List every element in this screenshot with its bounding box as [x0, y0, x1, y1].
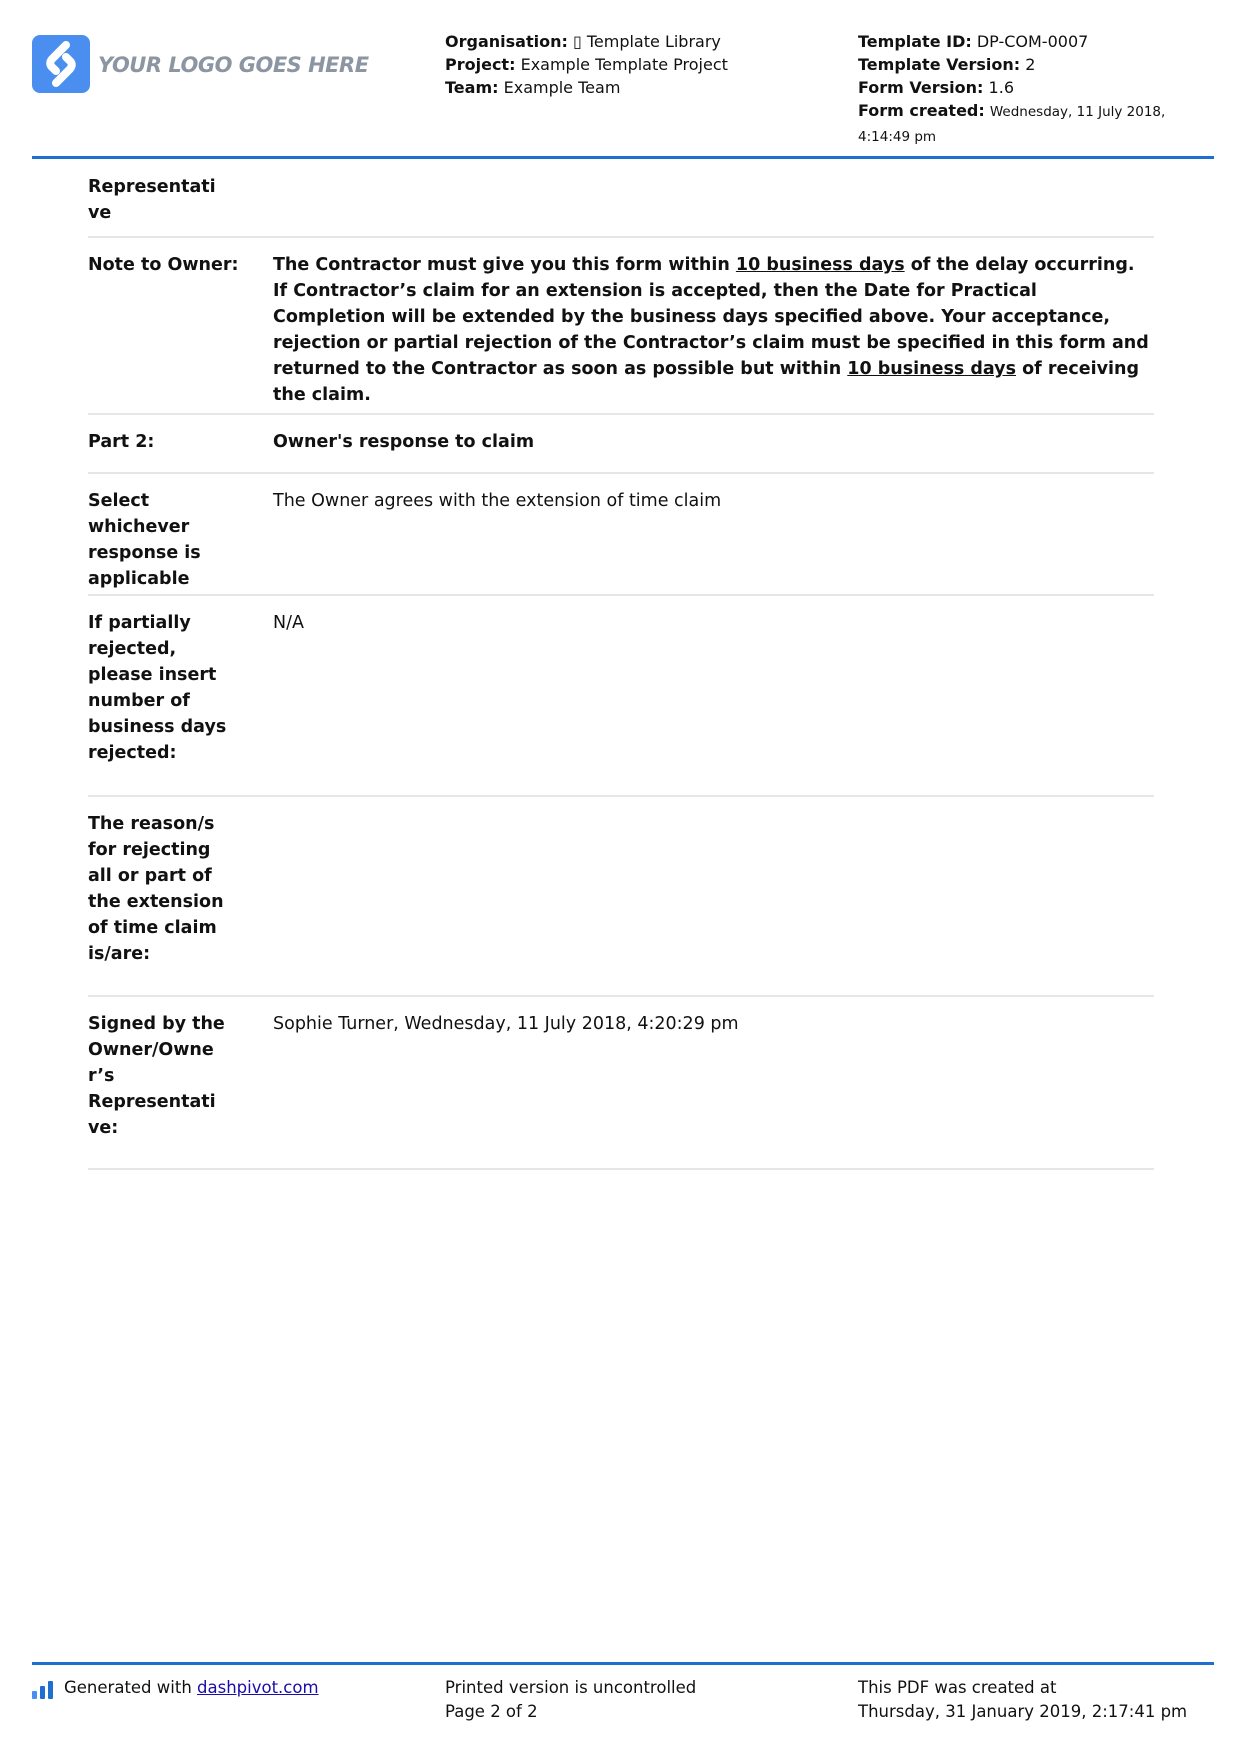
pdf-created-label: This PDF was created at: [858, 1678, 1057, 1697]
form-created-time: 4:14:49 pm: [858, 129, 937, 145]
form-row-label: Select whichever response is applicable: [88, 491, 201, 589]
team-value: Example Team: [503, 78, 621, 97]
generated-prefix: Generated with: [64, 1678, 198, 1697]
note-text-part: of the delay occurring. If Contractor’s claim for an extension is accepted, then the Date for Practical Completion will be extended by the business days specified above. Your acceptance, rejection or partial rejection of the Contractor’s claim must be specified in this form and returned to the Contractor as soon as possible but within: [273, 255, 1149, 379]
form-created-value: Wednesday, 11 July 2018,: [989, 104, 1166, 120]
page-number: Page 2 of 2: [445, 1702, 538, 1721]
note-text-part: The Contractor must give you this form within: [273, 255, 736, 275]
form-row-label: The reason/s for rejecting all or part of the extension of time claim is/are:: [88, 814, 224, 964]
note-text-part: of receiving the claim.: [273, 359, 1139, 405]
organisation-value: ▯ Template Library: [572, 32, 721, 51]
logo-text: YOUR LOGO GOES HERE: [98, 53, 369, 77]
pdf-created-date: Thursday, 31 January 2019, 2:17:41 pm: [858, 1702, 1188, 1721]
footer-created-info: [858, 1676, 1187, 1724]
form-row-signed-by: [88, 997, 1154, 1170]
header-template-info: [858, 30, 1218, 149]
page-header: [32, 30, 1214, 155]
form-row-rejection-reasons: [88, 797, 1154, 997]
form-row-label: If partially rejected, please insert number of business days rejected:: [88, 613, 227, 763]
signature-value: Sophie Turner, Wednesday, 11 July 2018, 4:20:29 pm: [273, 1014, 739, 1034]
form-row-representative: [88, 160, 1154, 238]
template-version-label: Template Version:: [858, 55, 1021, 74]
project-value: Example Template Project: [520, 55, 728, 74]
template-id-value: DP-COM-0007: [976, 32, 1089, 51]
note-to-owner-text: [273, 252, 1153, 408]
footer-divider: [32, 1662, 1214, 1665]
form-version-value: 1.6: [988, 78, 1014, 97]
organisation-label: Organisation:: [445, 32, 568, 51]
form-row-label: Signed by the Owner/Owne r’s Representati ve:: [88, 1014, 225, 1138]
uncontrolled-notice: Printed version is uncontrolled: [445, 1678, 697, 1697]
note-deadline-1: 10 business days: [735, 255, 905, 275]
footer-page-info: [445, 1676, 696, 1724]
form-row-partially-rejected: [88, 596, 1154, 797]
logo-mark-icon: [32, 35, 90, 93]
project-label: Project:: [445, 55, 516, 74]
bar-chart-icon: [32, 1681, 54, 1699]
logo: [32, 35, 369, 95]
page-footer: [32, 1676, 1214, 1736]
template-id-label: Template ID:: [858, 32, 972, 51]
form-row-label: Note to Owner:: [88, 255, 239, 275]
form-created-label: Form created:: [858, 101, 985, 120]
form-row-label: Part 2:: [88, 432, 155, 452]
dashpivot-link[interactable]: dashpivot.com: [197, 1678, 319, 1697]
note-deadline-2: 10 business days: [847, 359, 1017, 379]
form-row-value: The Owner agrees with the extension of time claim: [273, 491, 722, 511]
form-row-label: Representati ve: [88, 177, 216, 223]
template-version-value: 2: [1025, 55, 1036, 74]
form-row-value: N/A: [273, 613, 304, 633]
form-row-note-to-owner: [88, 238, 1154, 415]
header-divider: [32, 156, 1214, 159]
team-label: Team:: [445, 78, 499, 97]
form-version-label: Form Version:: [858, 78, 984, 97]
form-row-select-response: [88, 474, 1154, 596]
header-org-info: [445, 30, 728, 99]
section-title: Owner's response to claim: [273, 432, 535, 452]
form-row-part-2: [88, 415, 1154, 474]
form-table: [88, 160, 1154, 1170]
